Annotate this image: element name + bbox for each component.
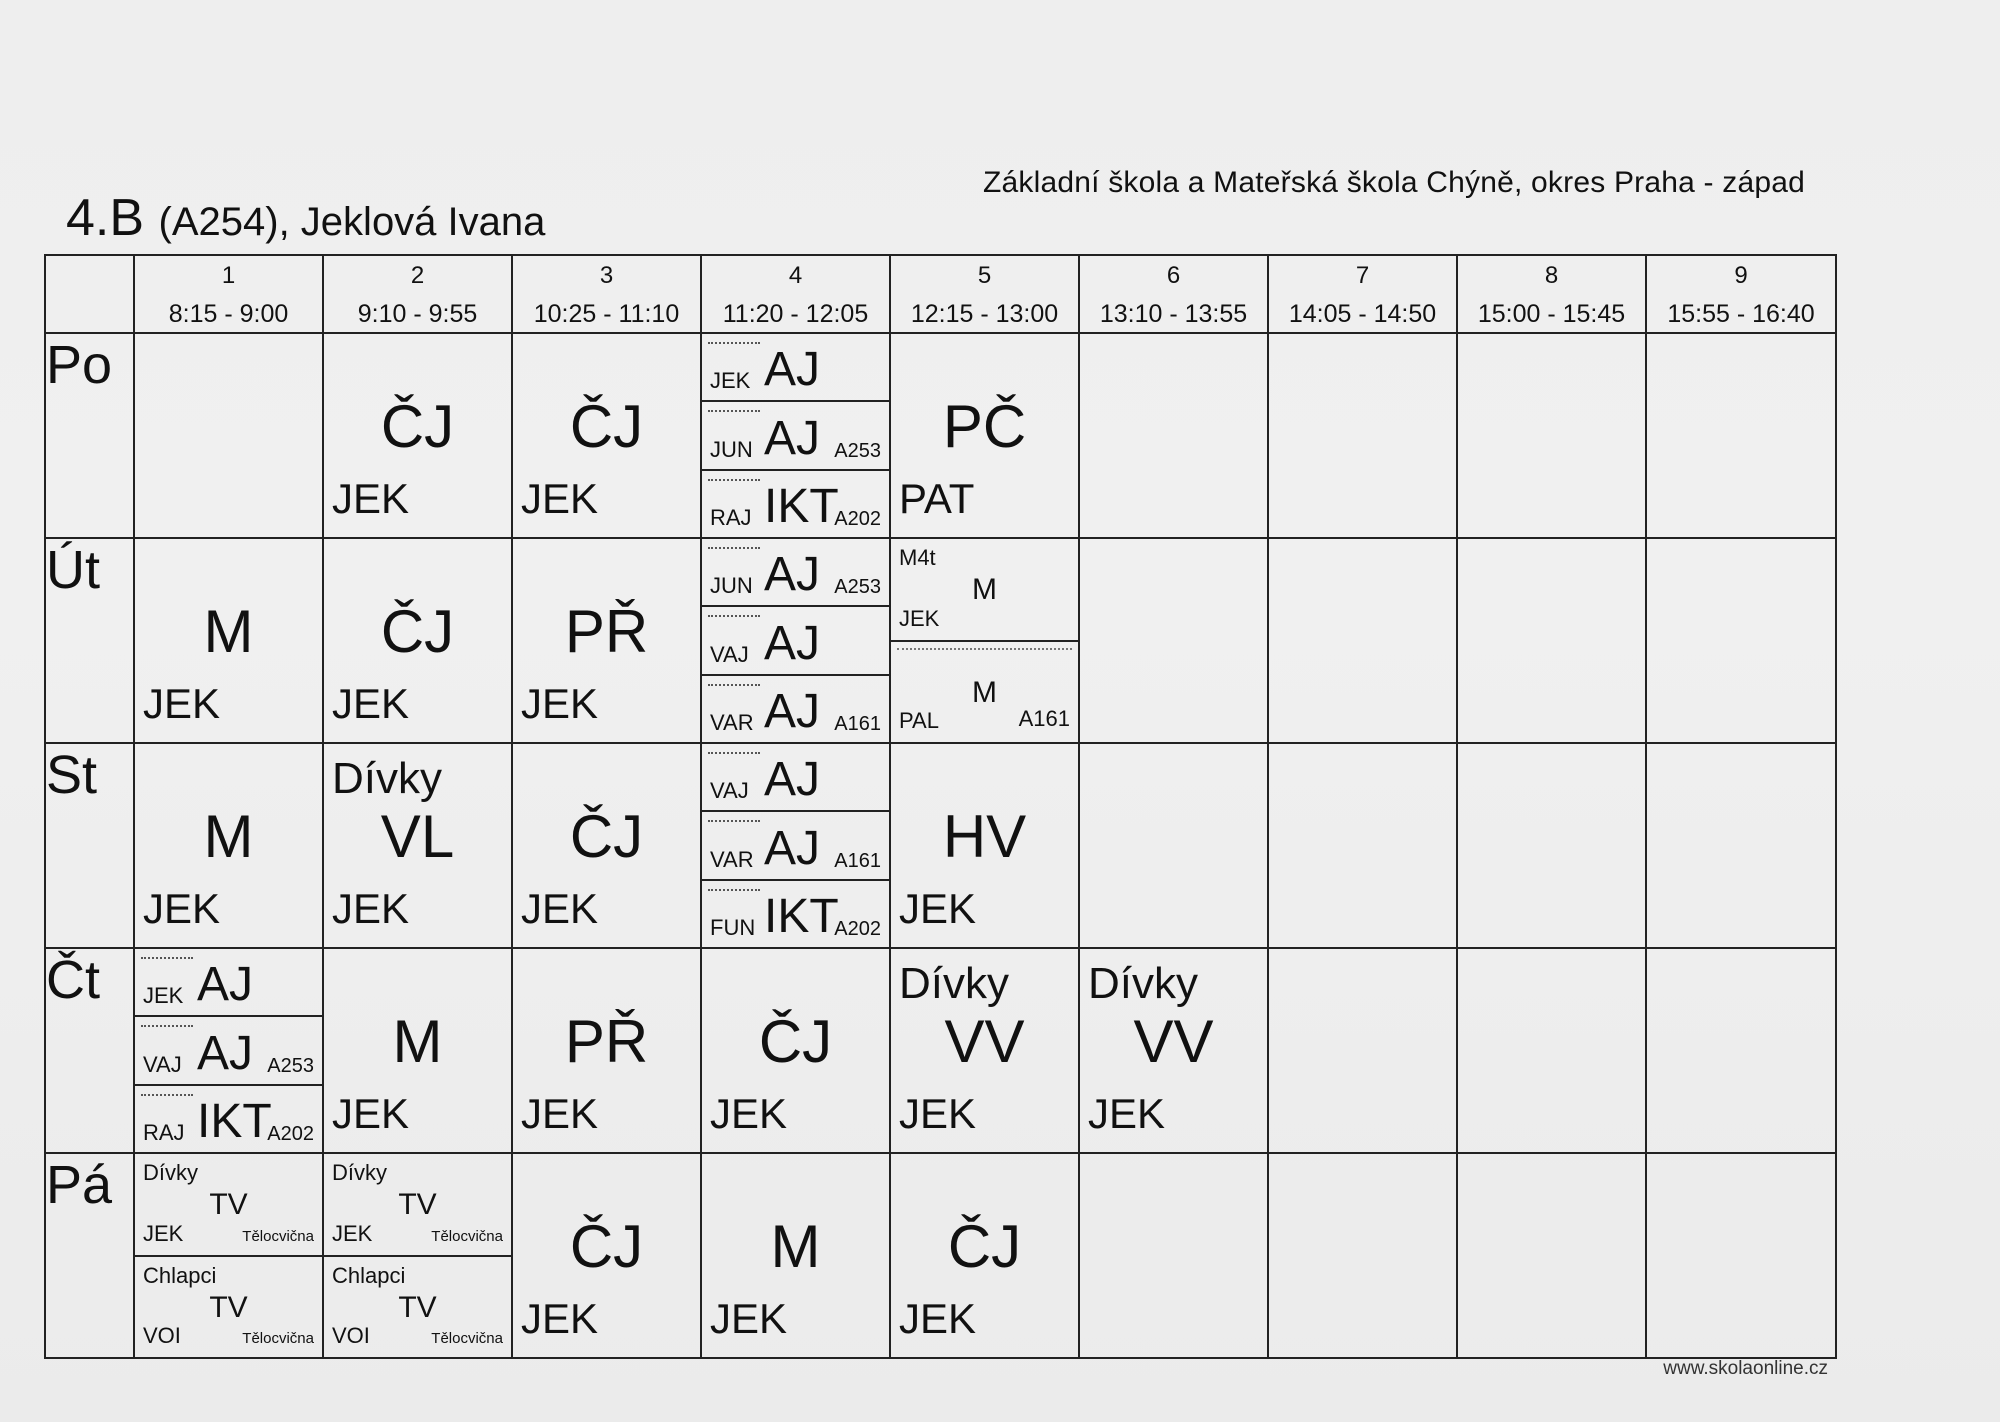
timetable (44, 254, 1837, 1359)
day-row-ct (45, 948, 1836, 1153)
lesson-subject: HV (942, 803, 1027, 870)
lesson-group (324, 1154, 511, 1255)
lesson-subject: ČJ (569, 393, 644, 460)
period-time: 15:55 - 16:40 (1667, 300, 1815, 328)
lesson-teacher: JEK (332, 1220, 373, 1246)
lesson-subject: ČJ (947, 1213, 1022, 1280)
lesson-group (135, 949, 322, 1015)
lesson-subject: M (972, 675, 997, 709)
period-header (701, 255, 890, 333)
lesson-cell-empty (1457, 948, 1646, 1153)
lesson-cell-empty (1646, 538, 1836, 743)
lesson-teacher: JEK (521, 1295, 599, 1342)
lesson-cell-empty (1268, 333, 1457, 538)
period-time: 13:10 - 13:55 (1099, 300, 1248, 328)
lesson-subject: M (972, 573, 997, 606)
lesson-subject: ČJ (380, 393, 455, 460)
lesson-cell (134, 743, 323, 948)
lesson-group (891, 640, 1078, 743)
class-teacher: , Jeklová Ivana (278, 200, 546, 244)
day-row-st (45, 743, 1836, 948)
lesson-teacher: JEK (332, 885, 410, 932)
lesson-cell-empty (1457, 1153, 1646, 1358)
lesson-subject: M (203, 598, 254, 665)
lesson-room: A161 (1018, 706, 1070, 731)
lesson-room: A161 (834, 849, 881, 872)
lesson-cell-split (134, 1153, 323, 1358)
lesson-cell-split (701, 743, 890, 948)
lesson-teacher: VOI (332, 1323, 370, 1348)
lesson-group (702, 400, 889, 468)
lesson-cell (512, 1153, 701, 1358)
period-header (512, 255, 701, 333)
lesson-cell (701, 948, 890, 1153)
lesson-subject: VV (944, 1008, 1025, 1075)
lesson-cell-split (701, 538, 890, 743)
lesson-cell-empty (1268, 1153, 1457, 1358)
lesson-subject: M (770, 1213, 821, 1280)
lesson-cell-empty (1646, 948, 1836, 1153)
lesson-subject: VL (380, 803, 455, 870)
lesson-subject: TV (398, 1290, 437, 1324)
page-title (66, 188, 545, 248)
lesson-teacher: JEK (521, 1090, 599, 1137)
lesson-subject: IKT (764, 889, 839, 943)
lesson-group (702, 674, 889, 742)
lesson-subject: AJ (764, 616, 821, 670)
lesson-subject: PČ (942, 393, 1027, 460)
lesson-teacher: VAR (710, 846, 754, 872)
lesson-cell-split (701, 333, 890, 538)
lesson-group (702, 539, 889, 605)
lesson-cell-empty (1457, 538, 1646, 743)
period-header (1079, 255, 1268, 333)
lesson-subject: AJ (764, 821, 821, 875)
lesson-teacher: VAJ (710, 641, 749, 667)
period-time: 8:15 - 9:00 (168, 300, 289, 328)
lesson-group-name: Dívky (899, 959, 1009, 1008)
lesson-subject: IKT (197, 1094, 272, 1148)
lesson-cell-split (890, 538, 1079, 743)
period-header (1457, 255, 1646, 333)
lesson-subject: AJ (197, 958, 254, 1012)
footer-url: www.skolaonline.cz (1663, 1358, 1828, 1379)
lesson-room: A202 (834, 507, 881, 530)
lesson-subject: PŘ (564, 1008, 649, 1075)
lesson-cell-empty (1079, 1153, 1268, 1358)
lesson-teacher: JEK (710, 368, 751, 394)
lesson-room: A202 (267, 1122, 314, 1145)
lesson-room: A253 (834, 439, 881, 462)
lesson-cell-empty (1268, 743, 1457, 948)
period-header (134, 255, 323, 333)
lesson-cell (512, 538, 701, 743)
lesson-subject: AJ (764, 343, 821, 397)
lesson-group (135, 1015, 322, 1083)
lesson-cell (701, 1153, 890, 1358)
lesson-teacher: JEK (332, 475, 410, 522)
lesson-group (135, 1154, 322, 1255)
lesson-cell (1079, 948, 1268, 1153)
period-number: 4 (788, 262, 803, 289)
lesson-teacher: VAR (710, 709, 754, 735)
class-room: (A254) (158, 200, 279, 244)
lesson-teacher: JUN (710, 573, 753, 599)
lesson-cell (890, 743, 1079, 948)
period-number: 9 (1734, 262, 1748, 289)
lesson-subject: M (392, 1008, 443, 1075)
lesson-subject: ČJ (569, 1213, 644, 1280)
lesson-group-name: Dívky (143, 1160, 198, 1185)
lesson-teacher: JEK (143, 680, 221, 727)
lesson-group (702, 810, 889, 878)
lesson-teacher: JEK (1088, 1090, 1166, 1137)
period-time: 15:00 - 15:45 (1477, 300, 1626, 328)
lesson-group (135, 1084, 322, 1152)
period-time: 14:05 - 14:50 (1288, 300, 1437, 328)
lesson-cell (512, 743, 701, 948)
period-time: 10:25 - 11:10 (533, 300, 680, 328)
period-time: 11:20 - 12:05 (722, 300, 869, 328)
corner-cell (45, 255, 134, 333)
lesson-cell-empty (1079, 538, 1268, 743)
lesson-subject: VV (1133, 1008, 1214, 1075)
period-header (323, 255, 512, 333)
lesson-room: A161 (834, 712, 881, 735)
lesson-group (702, 334, 889, 400)
lesson-group (702, 744, 889, 810)
lesson-teacher: JEK (710, 1090, 788, 1137)
lesson-cell-empty (134, 333, 323, 538)
lesson-teacher: PAT (899, 475, 975, 522)
period-header (890, 255, 1079, 333)
lesson-teacher: VAJ (710, 778, 749, 804)
day-row-po (45, 333, 1836, 538)
period-header (1646, 255, 1836, 333)
period-time: 12:15 - 13:00 (910, 300, 1059, 328)
lesson-cell (134, 538, 323, 743)
lesson-subject: TV (398, 1188, 437, 1221)
lesson-subject: PŘ (564, 598, 649, 665)
lesson-teacher: FUN (710, 914, 756, 940)
day-label: Po (45, 333, 134, 538)
period-number: 7 (1355, 262, 1370, 289)
lesson-cell-empty (1646, 1153, 1836, 1358)
lesson-teacher: VOI (143, 1323, 181, 1348)
day-row-pa (45, 1153, 1836, 1358)
lesson-teacher: JUN (710, 436, 753, 462)
period-header (1268, 255, 1457, 333)
lesson-room: A253 (267, 1054, 314, 1077)
lesson-teacher: JEK (143, 1220, 184, 1246)
period-number: 2 (410, 262, 425, 289)
lesson-group (135, 1255, 322, 1358)
lesson-cell-empty (1457, 743, 1646, 948)
lesson-group-name: Chlapci (143, 1262, 217, 1288)
lesson-teacher: JEK (521, 680, 599, 727)
day-label: Pá (45, 1153, 134, 1358)
lesson-group (891, 539, 1078, 640)
lesson-teacher: RAJ (710, 504, 752, 530)
day-label: St (45, 743, 134, 948)
lesson-cell-empty (1268, 948, 1457, 1153)
lesson-room: A202 (834, 917, 881, 940)
lesson-cell (512, 333, 701, 538)
lesson-teacher: JEK (899, 1090, 977, 1137)
lesson-group-name: M4t (899, 545, 936, 570)
lesson-teacher: JEK (710, 1295, 788, 1342)
lesson-cell-split (323, 1153, 512, 1358)
lesson-teacher: JEK (899, 1295, 977, 1342)
period-header-row (45, 255, 1836, 333)
lesson-cell (890, 948, 1079, 1153)
school-name: Základní škola a Mateřská škola Chýně, okres Praha - západ (983, 166, 1805, 199)
lesson-cell (323, 948, 512, 1153)
lesson-subject: AJ (764, 548, 821, 602)
lesson-cell-empty (1646, 743, 1836, 948)
lesson-teacher: PAL (899, 708, 939, 733)
lesson-cell (890, 333, 1079, 538)
lesson-group (324, 1255, 511, 1358)
lesson-teacher: JEK (143, 885, 221, 932)
lesson-cell-empty (1079, 743, 1268, 948)
lesson-cell (323, 743, 512, 948)
lesson-cell-split (134, 948, 323, 1153)
period-number: 5 (977, 262, 992, 289)
lesson-teacher: JEK (332, 1090, 410, 1137)
period-number: 6 (1166, 262, 1181, 289)
class-name: 4.B (66, 189, 145, 247)
lesson-subject: ČJ (569, 803, 644, 870)
lesson-group (702, 879, 889, 947)
lesson-subject: ČJ (380, 598, 455, 665)
lesson-room: Tělocvična (242, 1330, 314, 1347)
lesson-cell-empty (1457, 333, 1646, 538)
lesson-subject: TV (209, 1188, 248, 1221)
lesson-teacher: JEK (332, 680, 410, 727)
lesson-cell (323, 333, 512, 538)
period-number: 1 (221, 262, 236, 289)
lesson-teacher: JEK (521, 885, 599, 932)
day-row-ut (45, 538, 1836, 743)
day-label: Út (45, 538, 134, 743)
lesson-subject: AJ (764, 411, 821, 465)
lesson-group-name: Chlapci (332, 1262, 406, 1288)
lesson-teacher: JEK (899, 885, 977, 932)
lesson-subject: M (203, 803, 254, 870)
lesson-cell (890, 1153, 1079, 1358)
lesson-group (702, 605, 889, 673)
lesson-subject: TV (209, 1290, 248, 1324)
lesson-cell (512, 948, 701, 1153)
lesson-cell-empty (1646, 333, 1836, 538)
lesson-group-name: Dívky (332, 754, 442, 803)
lesson-subject: AJ (197, 1026, 254, 1080)
period-number: 3 (599, 262, 614, 289)
lesson-subject: AJ (764, 753, 821, 807)
lesson-cell (323, 538, 512, 743)
lesson-teacher: JEK (899, 605, 940, 631)
lesson-cell-empty (1079, 333, 1268, 538)
lesson-subject: AJ (764, 684, 821, 738)
lesson-room: Tělocvična (431, 1330, 503, 1347)
day-label: Čt (45, 948, 134, 1153)
lesson-room: Tělocvična (431, 1227, 503, 1245)
lesson-group-name: Dívky (332, 1160, 387, 1185)
lesson-teacher: VAJ (143, 1051, 182, 1077)
lesson-teacher: RAJ (143, 1119, 185, 1145)
lesson-group (702, 469, 889, 537)
lesson-teacher: JEK (143, 983, 184, 1009)
lesson-subject: IKT (764, 479, 839, 533)
period-number: 8 (1544, 262, 1559, 289)
lesson-subject: ČJ (758, 1008, 833, 1075)
period-time: 9:10 - 9:55 (357, 300, 478, 328)
lesson-room: Tělocvična (242, 1227, 314, 1245)
lesson-group-name: Dívky (1088, 959, 1198, 1008)
lesson-room: A253 (834, 576, 881, 599)
lesson-teacher: JEK (521, 475, 599, 522)
lesson-cell-empty (1268, 538, 1457, 743)
